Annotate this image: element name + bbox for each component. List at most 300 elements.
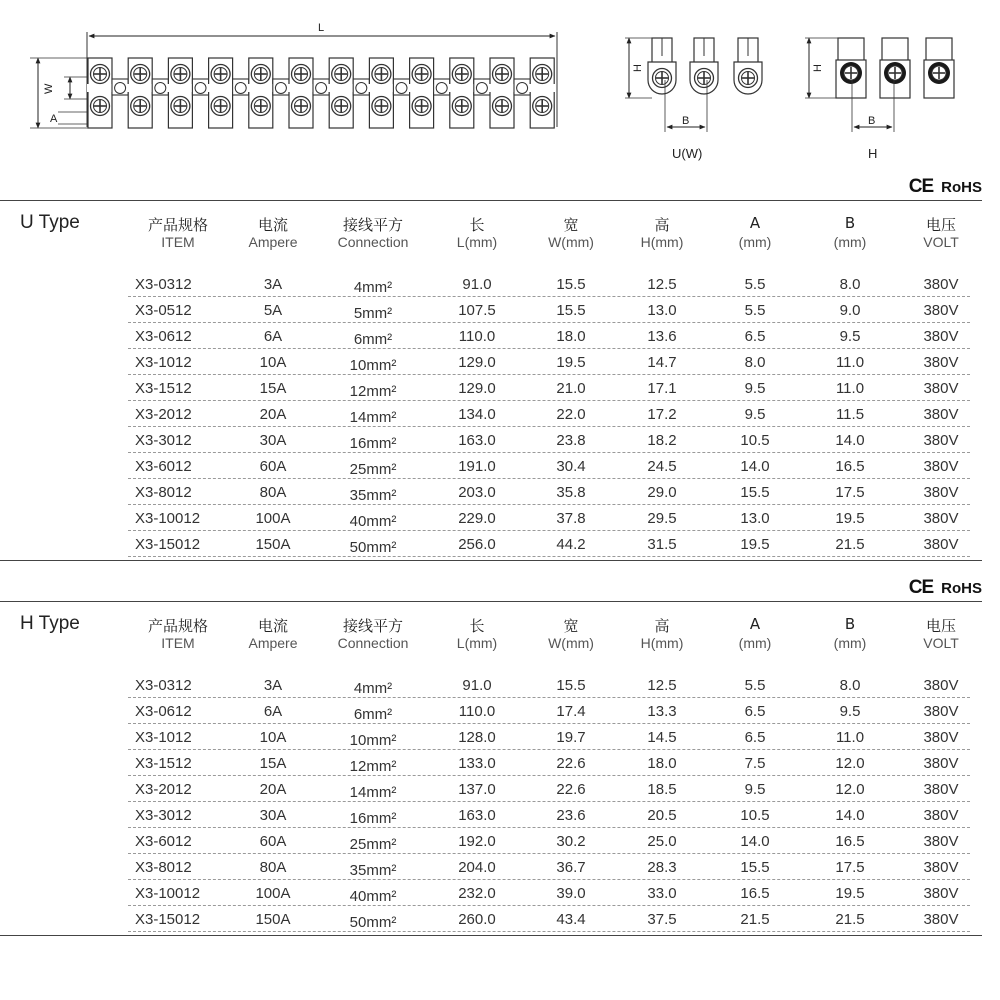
dim-label-W: W (43, 83, 55, 94)
cell-height: 20.5 (647, 807, 677, 824)
cell-volt: 380V (923, 380, 959, 397)
cell-dim-b: 11.5 (835, 406, 865, 423)
cell-dim-a: 9.5 (744, 781, 766, 798)
cell-height: 17.1 (647, 380, 677, 397)
cell-dim-a: 9.5 (744, 406, 766, 423)
cell-height: 14.7 (647, 354, 677, 371)
cell-item: X3-0612 (135, 703, 192, 720)
cell-dim-b: 8.0 (839, 276, 861, 293)
cell-volt: 380V (923, 833, 959, 850)
table-row (128, 478, 970, 505)
column-header-item (128, 214, 228, 250)
cell-dim-a: 15.5 (740, 859, 770, 876)
cell-width: 19.5 (556, 354, 586, 371)
cell-dim-b: 17.5 (835, 859, 865, 876)
cell-ampere: 30A (259, 807, 287, 824)
cell-width: 21.0 (556, 380, 586, 397)
cell-ampere: 20A (259, 781, 287, 798)
cell-width: 22.6 (556, 755, 586, 772)
cell-ampere: 80A (259, 484, 287, 501)
cell-length: 260.0 (458, 911, 496, 928)
table-row (128, 322, 970, 349)
cell-connection: 16mm² (349, 810, 397, 827)
column-header-dim-b (808, 214, 892, 250)
cell-item: X3-8012 (135, 484, 192, 501)
cell-volt: 380V (923, 729, 959, 746)
column-header-en: L(mm) (456, 234, 498, 250)
cell-volt: 380V (923, 276, 959, 293)
ce-mark: CE (908, 577, 934, 598)
cell-ampere: 20A (259, 406, 287, 423)
cell-height: 13.6 (647, 328, 677, 345)
h-type-side-view (805, 38, 954, 132)
terminal-cell (449, 58, 490, 128)
column-header-en: H(mm) (640, 635, 684, 651)
u-type-unit (690, 38, 718, 94)
cell-dim-b: 11.0 (835, 380, 865, 397)
column-header-dim-a (713, 615, 797, 651)
column-header-en: Ampere (248, 234, 298, 250)
cell-length: 91.0 (462, 677, 492, 694)
table-row (128, 270, 970, 297)
cell-height: 18.2 (647, 432, 677, 449)
cell-connection: 16mm² (349, 435, 397, 452)
column-header-en: W(mm) (548, 635, 594, 651)
cell-volt: 380V (923, 406, 959, 423)
cell-width: 17.4 (556, 703, 586, 720)
column-header-en: VOLT (923, 635, 959, 651)
cell-dim-a: 5.5 (744, 677, 766, 694)
cell-item: X3-0312 (135, 677, 192, 694)
cell-volt: 380V (923, 302, 959, 319)
terminal-cell (288, 58, 329, 128)
table-bottom-rule (0, 935, 982, 936)
cell-length: 110.0 (458, 703, 496, 720)
column-header-length (432, 214, 522, 250)
column-header-dim-a (713, 214, 797, 250)
cell-connection: 5mm² (353, 305, 393, 322)
column-header-en: L(mm) (456, 635, 498, 651)
cell-width: 19.7 (556, 729, 586, 746)
cell-width: 36.7 (556, 859, 586, 876)
cell-item: X3-0512 (135, 302, 192, 319)
cell-volt: 380V (923, 781, 959, 798)
column-header-height (617, 615, 707, 651)
cell-volt: 380V (923, 354, 959, 371)
h-dim-label-H: H (812, 64, 824, 72)
cell-length: 110.0 (458, 328, 496, 345)
table-row (128, 723, 970, 750)
cell-length: 163.0 (458, 432, 496, 449)
table-row (128, 671, 970, 698)
column-header-cn: A (749, 214, 761, 232)
cell-length: 133.0 (458, 755, 496, 772)
cell-item: X3-1012 (135, 729, 192, 746)
cell-volt: 380V (923, 677, 959, 694)
cell-connection: 35mm² (349, 862, 397, 879)
column-header-cn: B (844, 214, 856, 232)
column-header-cn: 接线平方 (342, 617, 403, 635)
cell-connection: 25mm² (349, 461, 397, 478)
column-header-width (526, 615, 616, 651)
cell-connection: 25mm² (349, 836, 397, 853)
cell-ampere: 10A (259, 729, 287, 746)
cell-length: 91.0 (462, 276, 492, 293)
cell-dim-b: 16.5 (835, 833, 865, 850)
cell-connection: 40mm² (349, 888, 397, 905)
cert-marks-h (909, 577, 982, 599)
h-type-unit (924, 38, 954, 98)
cell-volt: 380V (923, 885, 959, 902)
cell-dim-b: 9.0 (839, 302, 861, 319)
cell-height: 18.0 (647, 755, 677, 772)
column-header-width (526, 214, 616, 250)
cell-volt: 380V (923, 484, 959, 501)
column-header-en: (mm) (833, 635, 867, 651)
table-row (128, 749, 970, 776)
cell-ampere: 60A (259, 458, 287, 475)
table-row (128, 697, 970, 724)
cell-item: X3-1512 (135, 380, 192, 397)
cell-dim-b: 21.5 (835, 536, 865, 553)
cell-dim-a: 14.0 (740, 458, 770, 475)
table-row (128, 348, 970, 375)
cell-item: X3-1512 (135, 755, 192, 772)
cell-length: 232.0 (458, 885, 496, 902)
cell-ampere: 5A (263, 302, 283, 319)
cell-dim-b: 14.0 (835, 432, 865, 449)
cell-ampere: 80A (259, 859, 287, 876)
h-type-unit (836, 38, 866, 98)
h-type-unit (880, 38, 910, 98)
column-header-en: Connection (337, 234, 409, 250)
table-row (128, 853, 970, 880)
column-header-en: ITEM (161, 234, 195, 250)
table-row (128, 801, 970, 828)
cell-dim-a: 9.5 (744, 380, 766, 397)
column-header-dim-b (808, 615, 892, 651)
cell-dim-b: 19.5 (835, 885, 865, 902)
column-header-en: H(mm) (640, 234, 684, 250)
cell-connection: 50mm² (349, 914, 397, 931)
cell-width: 35.8 (556, 484, 586, 501)
table-row (128, 452, 970, 479)
cell-connection: 40mm² (349, 513, 397, 530)
table-row (128, 530, 970, 557)
table-top-rule (0, 601, 982, 602)
cell-connection: 50mm² (349, 539, 397, 556)
column-header-cn: 高 (654, 216, 670, 234)
cert-marks-u (909, 176, 982, 198)
cell-ampere: 100A (255, 510, 291, 527)
table-bottom-rule (0, 560, 982, 561)
cell-height: 18.5 (647, 781, 677, 798)
column-header-cn: 电流 (257, 216, 288, 234)
column-header-en: (mm) (738, 635, 772, 651)
column-header-item (128, 615, 228, 651)
terminal-cell (489, 58, 530, 128)
cell-dim-b: 21.5 (835, 911, 865, 928)
cell-height: 37.5 (647, 911, 677, 928)
cell-dim-b: 9.5 (839, 328, 861, 345)
cell-width: 22.0 (556, 406, 586, 423)
cell-width: 43.4 (556, 911, 586, 928)
table-row (128, 374, 970, 401)
cell-height: 12.5 (647, 276, 677, 293)
cell-ampere: 60A (259, 833, 287, 850)
cell-width: 22.6 (556, 781, 586, 798)
cell-dim-b: 11.0 (835, 729, 865, 746)
cell-ampere: 6A (263, 703, 283, 720)
cell-connection: 10mm² (349, 357, 397, 374)
cell-item: X3-2012 (135, 781, 192, 798)
cell-ampere: 6A (263, 328, 283, 345)
terminal-cell (167, 58, 208, 128)
rohs-mark: RoHS (941, 179, 982, 196)
cell-dim-b: 12.0 (835, 755, 865, 772)
cell-item: X3-6012 (135, 833, 192, 850)
cell-connection: 4mm² (353, 680, 393, 697)
cell-length: 134.0 (458, 406, 496, 423)
cell-dim-b: 14.0 (835, 807, 865, 824)
cell-dim-a: 5.5 (744, 302, 766, 319)
cell-item: X3-6012 (135, 458, 192, 475)
cell-height: 25.0 (647, 833, 677, 850)
cell-height: 17.2 (647, 406, 677, 423)
cell-dim-b: 9.5 (839, 703, 861, 720)
cell-ampere: 10A (259, 354, 287, 371)
cell-ampere: 30A (259, 432, 287, 449)
cell-dim-b: 16.5 (835, 458, 865, 475)
cell-height: 33.0 (647, 885, 677, 902)
cell-volt: 380V (923, 510, 959, 527)
cell-width: 44.2 (556, 536, 586, 553)
table-row (128, 426, 970, 453)
cell-connection: 6mm² (353, 331, 393, 348)
cell-ampere: 15A (259, 755, 287, 772)
cell-width: 15.5 (556, 276, 586, 293)
cell-length: 256.0 (458, 536, 496, 553)
cell-item: X3-2012 (135, 406, 192, 423)
u-type-unit (734, 38, 762, 94)
column-header-cn: 长 (469, 216, 485, 234)
cell-dim-b: 17.5 (835, 484, 865, 501)
cell-item: X3-3012 (135, 432, 192, 449)
cell-height: 29.5 (647, 510, 677, 527)
column-header-ampere (228, 214, 318, 250)
cell-item: X3-3012 (135, 807, 192, 824)
cell-connection: 10mm² (349, 732, 397, 749)
cell-item: X3-15012 (135, 911, 201, 928)
cell-length: 137.0 (458, 781, 496, 798)
column-header-en: Connection (337, 635, 409, 651)
table-row (128, 775, 970, 802)
cell-height: 13.0 (647, 302, 677, 319)
u-type-caption: U(W) (672, 146, 703, 161)
cell-length: 191.0 (458, 458, 496, 475)
h-dim-label-B: B (868, 115, 876, 127)
cell-height: 31.5 (647, 536, 677, 553)
column-header-cn: 电压 (925, 216, 956, 234)
cell-ampere: 3A (263, 677, 283, 694)
table-row (128, 905, 970, 932)
cell-volt: 380V (923, 859, 959, 876)
table-row (128, 296, 970, 323)
cell-dim-a: 10.5 (740, 432, 770, 449)
terminal-cell (409, 58, 450, 128)
terminal-cell (248, 58, 289, 128)
column-header-volt (896, 214, 986, 250)
cell-volt: 380V (923, 807, 959, 824)
cell-dim-a: 6.5 (744, 729, 766, 746)
column-header-en: W(mm) (548, 234, 594, 250)
u-dim-label-B: B (682, 115, 690, 127)
column-header-height (617, 214, 707, 250)
cell-dim-b: 8.0 (839, 677, 861, 694)
column-header-en: (mm) (738, 234, 772, 250)
column-header-cn: B (844, 615, 856, 633)
cell-width: 30.4 (556, 458, 586, 475)
column-header-ampere (228, 615, 318, 651)
cell-connection: 35mm² (349, 487, 397, 504)
cell-volt: 380V (923, 458, 959, 475)
cell-item: X3-10012 (135, 510, 201, 527)
cell-width: 39.0 (556, 885, 586, 902)
cell-item: X3-0612 (135, 328, 192, 345)
cell-length: 129.0 (458, 354, 496, 371)
terminal-strip-top-view (30, 32, 557, 128)
cell-height: 14.5 (647, 729, 677, 746)
cell-ampere: 15A (259, 380, 287, 397)
cell-connection: 14mm² (349, 784, 397, 801)
cell-height: 29.0 (647, 484, 677, 501)
cell-width: 30.2 (556, 833, 586, 850)
table-row (128, 504, 970, 531)
column-header-cn: 宽 (563, 617, 579, 635)
cell-dim-b: 11.0 (835, 354, 865, 371)
cell-length: 204.0 (458, 859, 496, 876)
cell-dim-a: 5.5 (744, 276, 766, 293)
cell-item: X3-15012 (135, 536, 201, 553)
terminal-cell (127, 58, 168, 128)
cell-dim-b: 19.5 (835, 510, 865, 527)
cell-dim-a: 8.0 (744, 354, 766, 371)
cell-connection: 12mm² (349, 758, 397, 775)
cell-width: 18.0 (556, 328, 586, 345)
cell-ampere: 150A (255, 911, 291, 928)
column-header-en: (mm) (833, 234, 867, 250)
h-type-caption: H (868, 146, 878, 161)
cell-dim-a: 21.5 (740, 911, 770, 928)
cell-dim-a: 19.5 (740, 536, 770, 553)
cell-connection: 4mm² (353, 279, 393, 296)
cell-connection: 12mm² (349, 383, 397, 400)
cell-connection: 6mm² (353, 706, 393, 723)
cell-width: 15.5 (556, 677, 586, 694)
cell-width: 37.8 (556, 510, 586, 527)
cell-height: 12.5 (647, 677, 677, 694)
cell-dim-a: 13.0 (740, 510, 770, 527)
column-header-cn: 宽 (563, 216, 579, 234)
column-header-cn: 长 (469, 617, 485, 635)
cell-item: X3-10012 (135, 885, 201, 902)
table-top-rule (0, 200, 982, 201)
cell-volt: 380V (923, 755, 959, 772)
dim-label-L: L (318, 22, 325, 34)
table-row (128, 827, 970, 854)
cell-height: 13.3 (647, 703, 677, 720)
column-header-cn: 产品规格 (147, 216, 208, 234)
cell-volt: 380V (923, 911, 959, 928)
column-header-cn: 产品规格 (147, 617, 208, 635)
column-header-connection (318, 214, 428, 250)
cell-ampere: 3A (263, 276, 283, 293)
cell-dim-a: 16.5 (740, 885, 770, 902)
column-header-cn: 电压 (925, 617, 956, 635)
technical-drawings (0, 0, 1000, 175)
cell-ampere: 150A (255, 536, 291, 553)
cell-dim-a: 6.5 (744, 328, 766, 345)
cell-item: X3-8012 (135, 859, 192, 876)
column-header-length (432, 615, 522, 651)
cell-dim-a: 7.5 (744, 755, 766, 772)
column-header-en: ITEM (161, 635, 195, 651)
cell-dim-a: 6.5 (744, 703, 766, 720)
dim-label-A: A (50, 113, 58, 125)
table-type-title: H Type (20, 613, 80, 634)
table-row (128, 400, 970, 427)
cell-dim-a: 15.5 (740, 484, 770, 501)
cell-length: 163.0 (458, 807, 496, 824)
column-header-cn: 接线平方 (342, 216, 403, 234)
cell-length: 192.0 (458, 833, 496, 850)
u-dim-label-H: H (632, 64, 644, 72)
terminal-cell (529, 58, 555, 128)
table-row (128, 879, 970, 906)
terminal-cell (328, 58, 369, 128)
column-header-cn: 高 (654, 617, 670, 635)
cell-length: 203.0 (458, 484, 496, 501)
cell-height: 24.5 (647, 458, 677, 475)
rohs-mark: RoHS (941, 580, 982, 597)
column-header-volt (896, 615, 986, 651)
cell-width: 23.6 (556, 807, 586, 824)
cell-item: X3-1012 (135, 354, 192, 371)
cell-item: X3-0312 (135, 276, 192, 293)
terminal-cell (87, 58, 128, 128)
u-type-side-view (625, 38, 762, 132)
cell-dim-a: 14.0 (740, 833, 770, 850)
cell-length: 128.0 (458, 729, 496, 746)
cell-connection: 14mm² (349, 409, 397, 426)
cell-ampere: 100A (255, 885, 291, 902)
cell-dim-b: 12.0 (835, 781, 865, 798)
cell-volt: 380V (923, 328, 959, 345)
cell-width: 23.8 (556, 432, 586, 449)
cell-length: 107.5 (458, 302, 496, 319)
column-header-en: VOLT (923, 234, 959, 250)
cell-width: 15.5 (556, 302, 586, 319)
cell-dim-a: 10.5 (740, 807, 770, 824)
terminal-cell (368, 58, 409, 128)
cell-volt: 380V (923, 536, 959, 553)
cell-height: 28.3 (647, 859, 677, 876)
column-header-cn: A (749, 615, 761, 633)
terminal-cell (208, 58, 249, 128)
column-header-cn: 电流 (257, 617, 288, 635)
cell-length: 129.0 (458, 380, 496, 397)
u-type-unit (648, 38, 676, 94)
